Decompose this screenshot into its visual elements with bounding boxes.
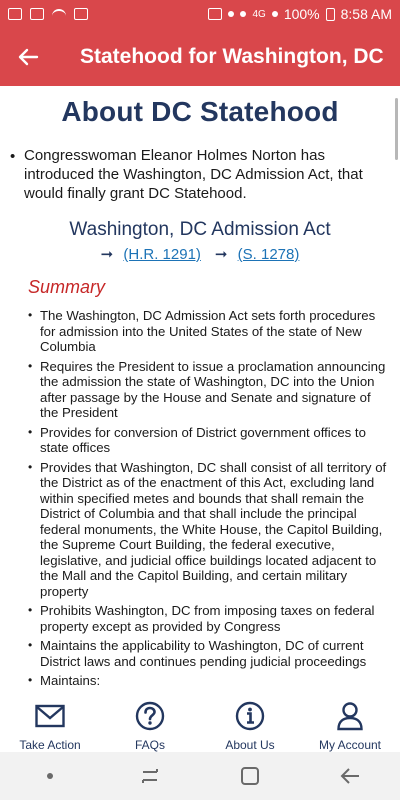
nav-label: Take Action: [19, 738, 81, 752]
battery-icon: [326, 8, 335, 21]
list-item: • Maintains the applicability to Washington, DC of current District laws and continues pending judicial proceedings: [28, 638, 390, 669]
wifi-calling-icon: [52, 9, 66, 19]
network-type: 4G: [252, 8, 266, 20]
list-item: • Maintains:: [28, 673, 390, 689]
mute-icon: [240, 11, 246, 17]
app-notification-icon: [74, 8, 88, 20]
list-item: • Requires the President to issue a proclamation announcing the admission the state of Washington, DC into the Union after passage by the House and Senate and signature of the President: [28, 359, 390, 421]
back-system-button[interactable]: [328, 760, 372, 792]
summary-heading: Summary: [28, 277, 106, 297]
intro-text: Congresswoman Eleanor Holmes Norton has introduced the Washington, DC Admission Act, that would finally grant DC Statehood.: [24, 147, 363, 202]
list-item: • Provides that Washington, DC shall consist of all territory of the District as of the enactment of this Act, excluding land within specified metes and bounds that shall remain the District of Columbia and that shall include the principal federal monuments, the White House, the Capitol Building, the Supreme Court Building, the federal executive, legislative, and judicial office buildings located adjacent to the Mall and the Capitol Building, and certain military property: [28, 460, 390, 600]
list-item: • The Washington, DC Admission Act sets forth procedures for admission into the United States of the state of New Columbia: [28, 308, 390, 355]
act-title: Washington, DC Admission Act: [69, 219, 331, 240]
app-bar: [0, 28, 400, 86]
nav-faqs[interactable]: [105, 700, 195, 752]
question-icon: [134, 700, 166, 732]
info-icon: [234, 700, 266, 732]
email-notification-icon: [30, 8, 44, 20]
battery-level: 100%: [283, 6, 320, 22]
arrow-right-icon: ➞: [100, 246, 114, 263]
home-square-icon: [240, 766, 260, 786]
act-links: [10, 245, 390, 263]
page-title: About DC Statehood: [61, 96, 339, 127]
list-item: • Provides for conversion of District government offices to state offices: [28, 425, 390, 456]
dot-button[interactable]: [28, 760, 72, 792]
bill-link-hr[interactable]: [101, 245, 201, 263]
list-item: • Prohibits Washington, DC from imposing taxes on federal property except as provided by Congress: [28, 603, 390, 634]
back-arrow-icon: [339, 767, 361, 785]
status-bar: [0, 0, 400, 28]
home-button[interactable]: [228, 760, 272, 792]
scrollbar[interactable]: [395, 98, 398, 160]
bill-link-s[interactable]: [215, 245, 299, 263]
image-notification-icon: [8, 8, 22, 20]
nav-label: My Account: [318, 738, 382, 752]
intro-paragraph: [10, 146, 390, 203]
bluetooth-icon: [228, 11, 234, 17]
status-right: [208, 6, 392, 22]
status-left: [8, 8, 88, 20]
lock-icon: [208, 8, 222, 20]
main-content[interactable]: [0, 86, 400, 692]
back-button[interactable]: [0, 28, 56, 86]
nav-take-action[interactable]: [5, 700, 95, 752]
dot-icon: [46, 772, 54, 780]
bullet-icon: •: [10, 148, 16, 165]
nav-about-us[interactable]: [205, 700, 295, 752]
user-icon: [334, 700, 366, 732]
clock: 8:58 AM: [340, 6, 392, 22]
recents-button[interactable]: [128, 760, 172, 792]
nav-my-account[interactable]: [305, 700, 395, 752]
bottom-nav: [0, 692, 400, 752]
signal-icon: [272, 11, 278, 17]
nav-label: FAQs: [134, 738, 165, 752]
s-1278-link[interactable]: (S. 1278): [237, 246, 300, 263]
nav-label: About Us: [225, 738, 275, 752]
hr-1291-link[interactable]: (H.R. 1291): [123, 246, 201, 263]
envelope-icon: [34, 700, 66, 732]
arrow-right-icon: ➞: [214, 246, 228, 263]
summary-list: [10, 308, 390, 689]
recents-icon: [139, 767, 161, 785]
app-title: Statehood for Washington, DC: [80, 45, 384, 68]
system-nav-bar: [0, 752, 400, 800]
arrow-left-icon: [17, 46, 39, 68]
